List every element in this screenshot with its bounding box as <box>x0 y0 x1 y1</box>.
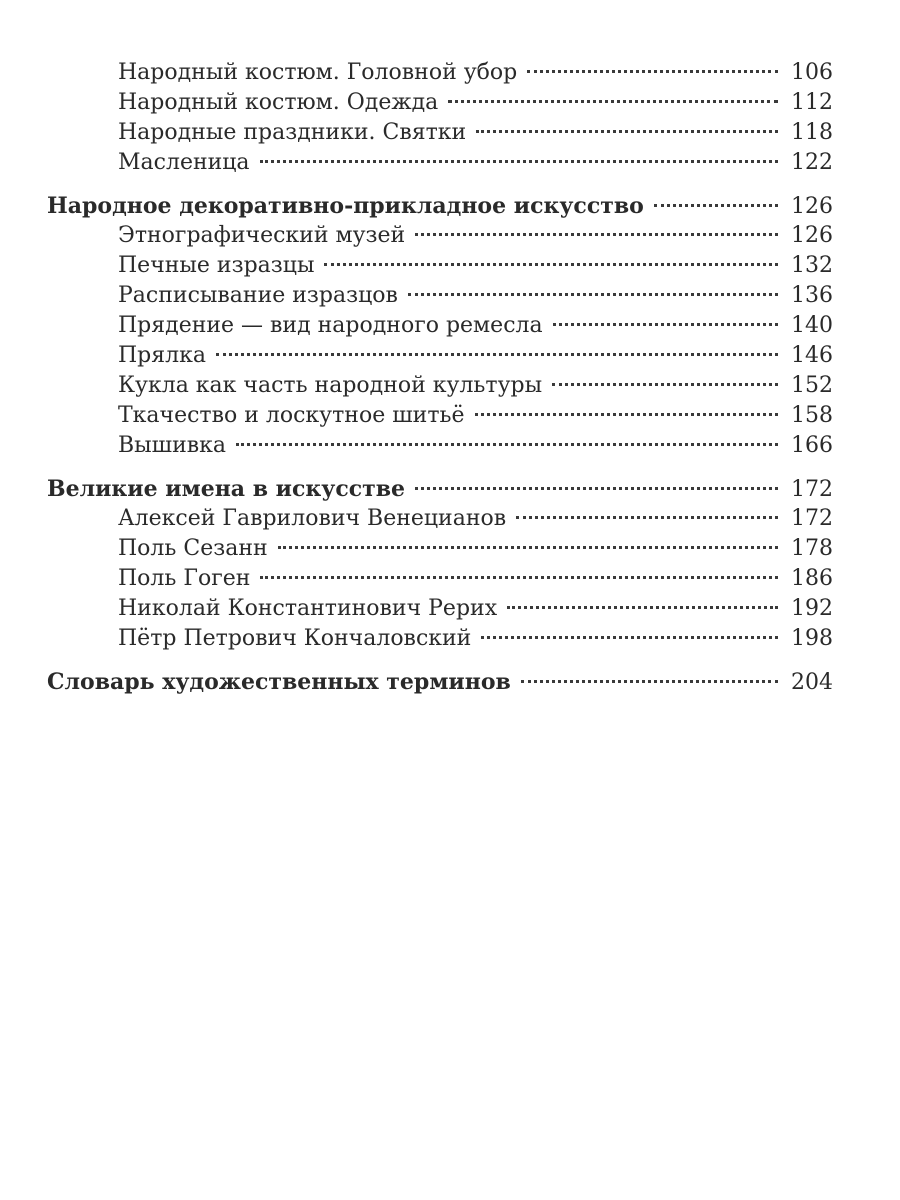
toc-entry-page: 140 <box>791 313 833 338</box>
toc-entry[interactable] <box>47 594 833 624</box>
toc-entry-title: Пётр Петрович Кончаловский <box>118 626 472 651</box>
toc-entry-page: 192 <box>791 596 833 621</box>
toc-entry[interactable] <box>47 504 833 534</box>
toc-section-heading[interactable] <box>47 667 833 697</box>
toc-entry-title: Прялка <box>118 343 206 368</box>
dot-leader <box>260 160 778 163</box>
dot-leader <box>516 516 778 519</box>
toc-entry[interactable] <box>47 431 833 461</box>
toc-section-heading[interactable] <box>47 191 833 221</box>
toc-entry-title: Прядение — вид народного ремесла <box>118 313 543 338</box>
toc-group-glossary <box>47 667 833 697</box>
toc-entry-page: 126 <box>791 223 833 248</box>
toc-entry[interactable] <box>47 564 833 594</box>
table-of-contents <box>47 58 833 697</box>
toc-entry-page: 172 <box>791 506 833 531</box>
toc-entry-page: 152 <box>791 373 833 398</box>
dot-leader <box>278 546 778 549</box>
toc-entry-title: Масленица <box>118 150 250 175</box>
toc-entry[interactable] <box>47 281 833 311</box>
toc-entry-title: Поль Сезанн <box>118 536 268 561</box>
toc-entry-page: 112 <box>791 90 833 115</box>
toc-entry[interactable] <box>47 88 833 118</box>
toc-entry-page: 118 <box>791 120 833 145</box>
toc-entry[interactable] <box>47 251 833 281</box>
toc-entry-title: Народный костюм. Головной убор <box>118 60 518 85</box>
toc-entry-page: 204 <box>791 670 833 695</box>
toc-entry-page: 166 <box>791 433 833 458</box>
dot-leader <box>521 680 778 683</box>
toc-entry-title: Ткачество и лоскутное шитьё <box>118 403 465 428</box>
dot-leader <box>216 353 778 356</box>
toc-entry-title: Народное декоративно-прикладное искусство <box>47 193 644 219</box>
toc-entry-title: Кукла как часть народной культуры <box>118 373 543 398</box>
toc-entry-page: 146 <box>791 343 833 368</box>
toc-entry-title: Алексей Гаврилович Венецианов <box>118 506 507 531</box>
toc-entry-title: Поль Гоген <box>118 566 251 591</box>
toc-entry-page: 122 <box>791 150 833 175</box>
dot-leader <box>476 130 778 133</box>
toc-entry[interactable] <box>47 58 833 88</box>
toc-group-great-names <box>47 474 833 654</box>
toc-section-heading[interactable] <box>47 474 833 504</box>
dot-leader <box>553 323 778 326</box>
toc-entry-page: 136 <box>791 283 833 308</box>
toc-entry-page: 132 <box>791 253 833 278</box>
toc-entry-page: 158 <box>791 403 833 428</box>
toc-entry[interactable] <box>47 118 833 148</box>
toc-entry-title: Народные праздники. Святки <box>118 120 467 145</box>
toc-entry-title: Вышивка <box>118 433 227 458</box>
toc-entry[interactable] <box>47 401 833 431</box>
toc-entry-page: 106 <box>791 60 833 85</box>
toc-entry[interactable] <box>47 371 833 401</box>
dot-leader <box>527 70 778 73</box>
toc-entry-title: Печные изразцы <box>118 253 315 278</box>
toc-entry-page: 198 <box>791 626 833 651</box>
dot-leader <box>552 383 778 386</box>
toc-entry[interactable] <box>47 221 833 251</box>
toc-entry[interactable] <box>47 311 833 341</box>
toc-entry[interactable] <box>47 341 833 371</box>
toc-entry-title: Расписывание изразцов <box>118 283 398 308</box>
dot-leader <box>236 443 778 446</box>
toc-group-decorative-art <box>47 191 833 461</box>
toc-group-folk-costume <box>47 58 833 178</box>
toc-entry[interactable] <box>47 534 833 564</box>
dot-leader <box>324 263 778 266</box>
dot-leader <box>475 413 779 416</box>
dot-leader <box>415 487 778 490</box>
toc-entry[interactable] <box>47 624 833 654</box>
toc-entry-page: 186 <box>791 566 833 591</box>
dot-leader <box>654 204 778 207</box>
dot-leader <box>408 293 778 296</box>
toc-entry[interactable] <box>47 148 833 178</box>
toc-entry-page: 126 <box>791 194 833 219</box>
dot-leader <box>415 233 778 236</box>
toc-entry-title: Николай Константинович Рерих <box>118 596 498 621</box>
toc-entry-title: Словарь художественных терминов <box>47 669 511 695</box>
dot-leader <box>507 606 778 609</box>
toc-entry-title: Народный костюм. Одежда <box>118 90 439 115</box>
dot-leader <box>260 576 778 579</box>
toc-entry-page: 178 <box>791 536 833 561</box>
toc-entry-title: Этнографический музей <box>118 223 406 248</box>
toc-entry-page: 172 <box>791 477 833 502</box>
dot-leader <box>448 100 778 103</box>
dot-leader <box>481 636 778 639</box>
toc-entry-title: Великие имена в искусстве <box>47 476 406 502</box>
